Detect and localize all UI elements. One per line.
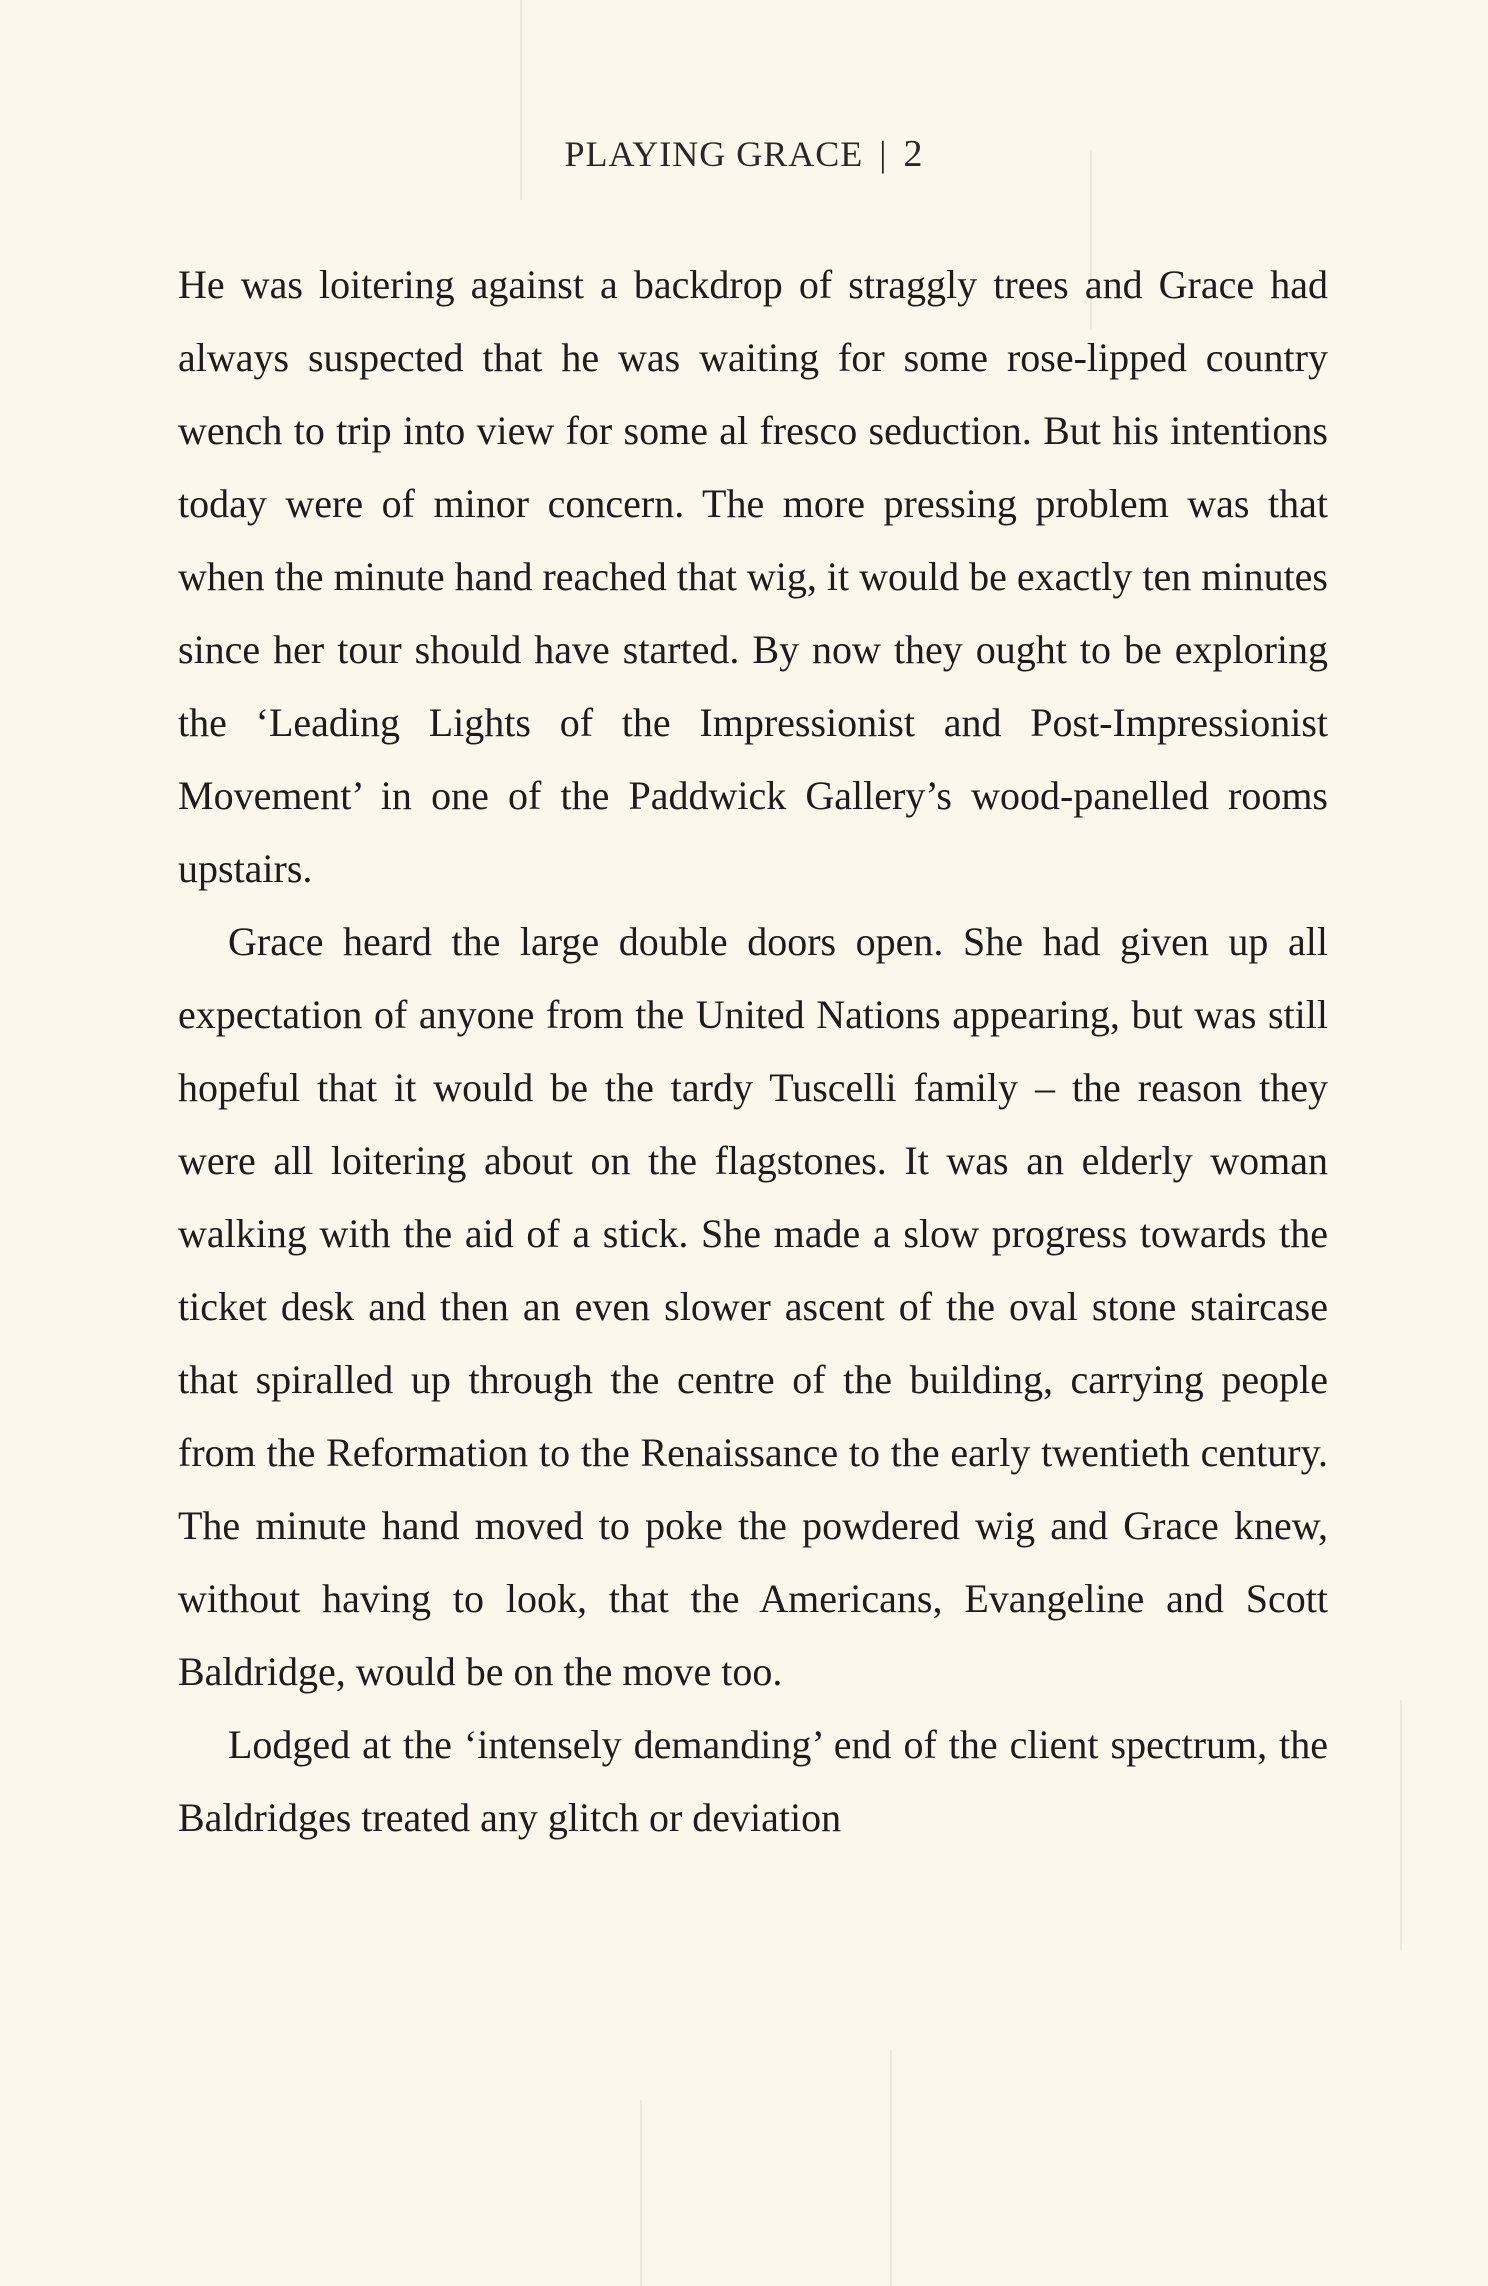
body-text [178, 248, 1328, 1854]
page-number: 2 [903, 133, 924, 175]
scan-artifact-line [1400, 1700, 1402, 1950]
book-title: PLAYING GRACE [564, 134, 864, 174]
header-separator: | [879, 134, 888, 174]
scan-artifact-line [640, 2100, 642, 2286]
paragraph: Lodged at the ‘intensely demanding’ end of the client spectrum, the Baldridges treated any glitch or deviation [178, 1722, 1328, 1840]
paragraph: He was loitering against a backdrop of straggly trees and Grace had always suspected that he was waiting for some rose-lipped country wench to trip into view for some al fresco seduction. But his intentions today were of minor concern. The more pressing problem was that when the minute hand reached that wig, it would be exactly ten minutes since her tour should have started. By now they ought to be exploring the ‘Leading Lights of the Impressionist and Post-Impressionist Movement’ in one of the Paddwick Gallery’s wood-panelled rooms upstairs. [178, 262, 1328, 891]
running-header [0, 132, 1488, 176]
paragraph: Grace heard the large double doors open. She had given up all expectation of anyone from the United Nations appearing, but was still hopeful that it would be the tardy Tuscelli family – the reason they were all loitering about on the flagstones. It was an elderly woman walking with the aid of a stick. She made a slow progress towards the ticket desk and then an even slower ascent of the oval stone staircase that spiralled up through the centre of the building, carrying people from the Reformation to the Renaissance to the early twentieth century. The minute hand moved to poke the powdered wig and Grace knew, without having to look, that the Americans, Evangeline and Scott Baldridge, would be on the move too. [178, 919, 1328, 1694]
scan-artifact-line [890, 2050, 892, 2286]
